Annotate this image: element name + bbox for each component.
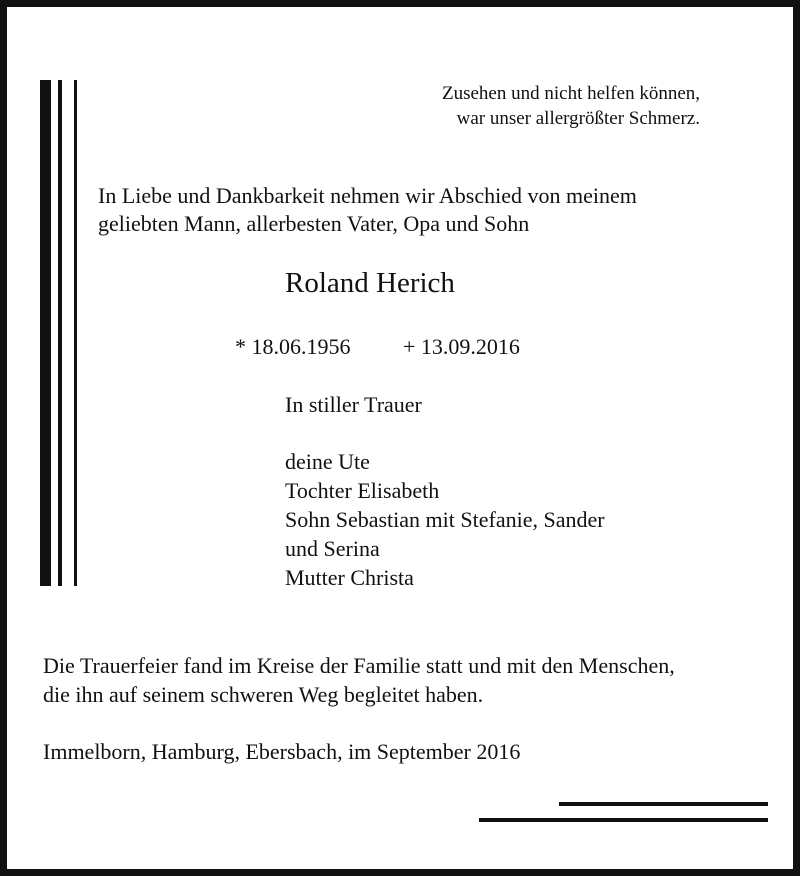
ceremony-line-2: die ihn auf seinem schweren Weg begleitet haben. (43, 682, 484, 707)
ceremony-line-1: Die Trauerfeier fand im Kreise der Familie statt und mit den Menschen, (43, 653, 675, 678)
family-member: Tochter Elisabeth (285, 478, 440, 503)
motto-line-1: Zusehen und nicht helfen können, (441, 83, 700, 104)
family-member: und Serina (285, 536, 380, 561)
mourning-bar-thin (74, 80, 77, 586)
intro-line-1: In Liebe und Dankbarkeit nehmen wir Abschied von meinem (98, 183, 637, 208)
place-date: Immelborn, Hamburg, Ebersbach, im September 2016 (43, 739, 521, 764)
family-member: deine Ute (285, 449, 370, 474)
intro-line-2: geliebten Mann, allerbesten Vater, Opa und Sohn (98, 211, 530, 236)
motto-line-2: war unser allergrößter Schmerz. (456, 108, 700, 129)
birth-date: * 18.06.1956 (235, 334, 351, 359)
closing-rule-short (559, 802, 768, 806)
closing-rule-long (479, 818, 768, 822)
mourning-heading: In stiller Trauer (285, 392, 422, 417)
mourning-bar-thick (40, 80, 51, 586)
family-member: Sohn Sebastian mit Stefanie, Sander (285, 507, 605, 532)
death-date: + 13.09.2016 (403, 334, 520, 359)
deceased-name: Roland Herich (285, 267, 455, 299)
mourning-bar-middle (58, 80, 62, 586)
family-member: Mutter Christa (285, 565, 414, 590)
